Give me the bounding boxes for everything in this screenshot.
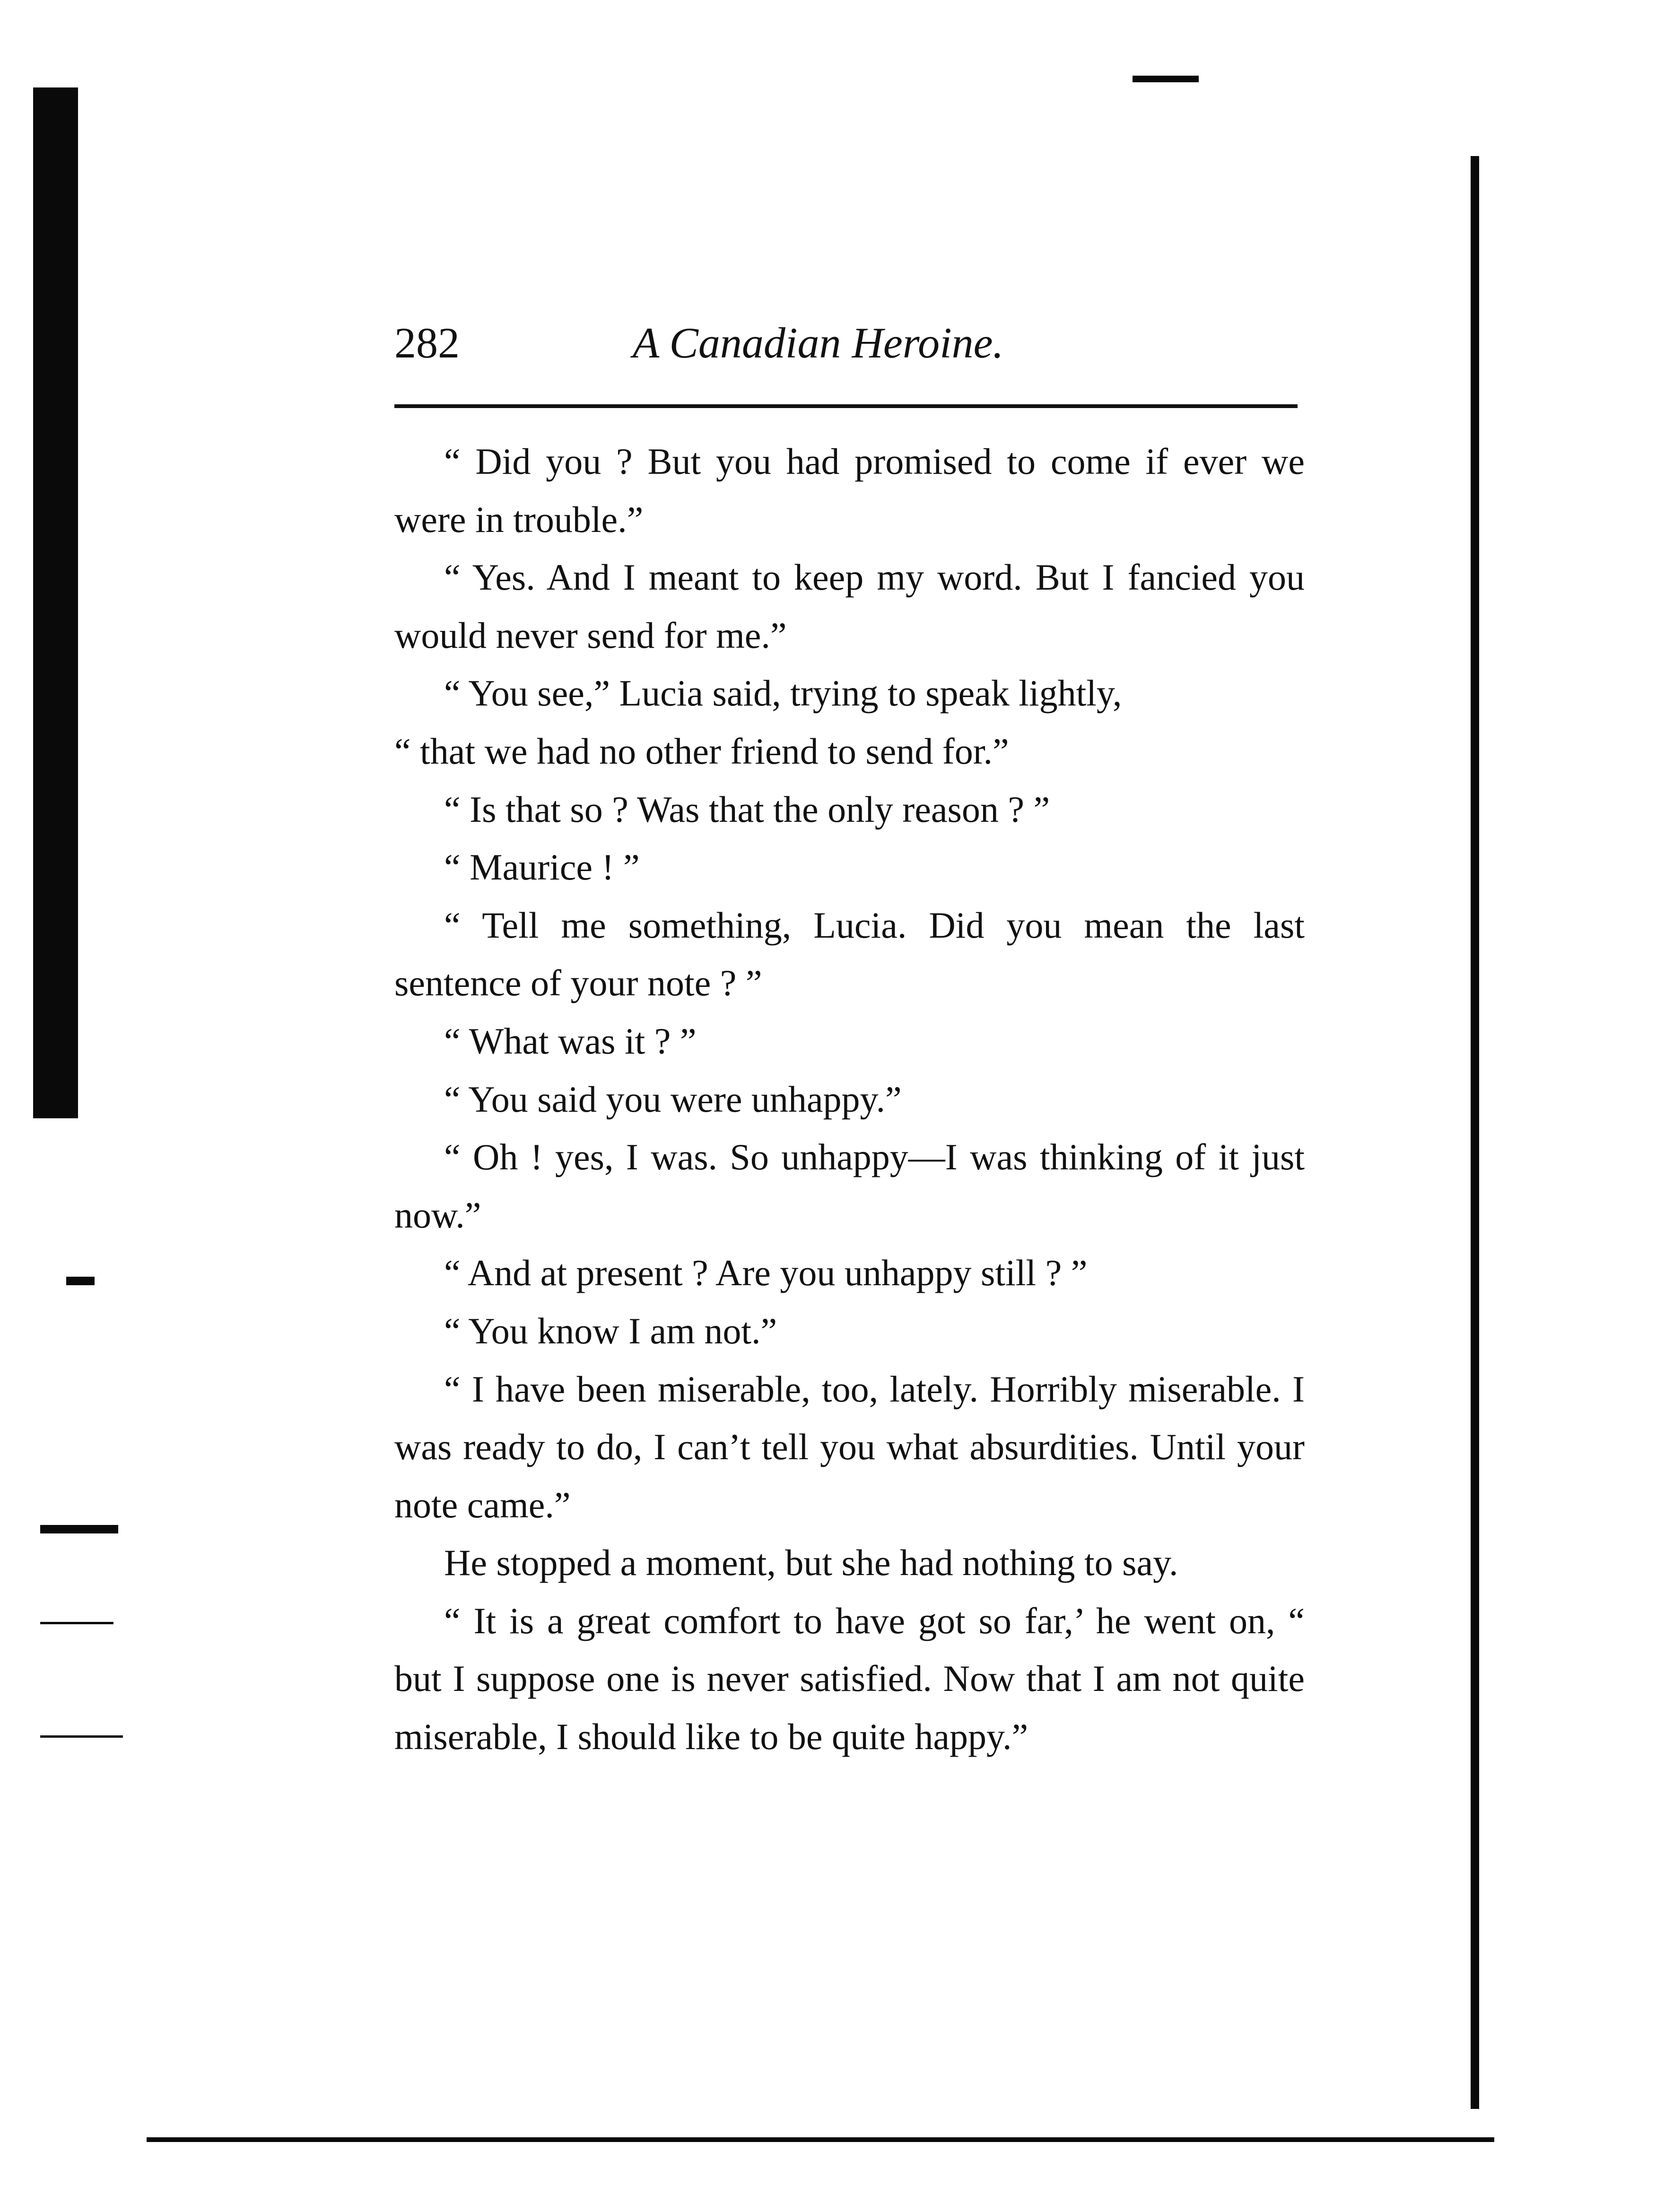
paragraph: “ I have been miserable, too, lately. Horribly miserable. I was ready to do, I can’t tell you what absurdities. Until your note came.” bbox=[394, 1368, 1305, 1525]
paragraph: “ You know I am not.” bbox=[444, 1310, 777, 1351]
bottom-edge-shadow bbox=[147, 2137, 1494, 2142]
body-text bbox=[394, 433, 1305, 1766]
page-header bbox=[394, 312, 1298, 374]
paragraph: “ What was it ? ” bbox=[444, 1020, 697, 1062]
top-edge-mark bbox=[1133, 76, 1199, 82]
header-rule bbox=[394, 404, 1298, 408]
left-binding-mark bbox=[40, 1525, 118, 1533]
left-binding-mark bbox=[40, 1735, 123, 1738]
left-binding-shadow bbox=[33, 87, 78, 1118]
paragraph: “ You said you were unhappy.” bbox=[444, 1078, 902, 1120]
paragraph: “ You see,” Lucia said, trying to speak lightly, “ that we had no other friend to send for.” bbox=[394, 672, 1122, 772]
paragraph: “ Is that so ? Was that the only reason ? ” bbox=[444, 788, 1050, 830]
paragraph: “ Did you ? But you had promised to come if ever we were in trouble.” bbox=[394, 441, 1305, 540]
paragraph: He stopped a moment, but she had nothing to say. bbox=[444, 1542, 1178, 1584]
running-title: A Canadian Heroine. bbox=[633, 319, 1004, 367]
paragraph: “ And at present ? Are you unhappy still ? ” bbox=[444, 1252, 1088, 1294]
paragraph: “ Maurice ! ” bbox=[444, 846, 640, 888]
left-binding-mark bbox=[40, 1622, 113, 1624]
page-number: 282 bbox=[394, 319, 460, 367]
paragraph: “ Tell me something, Lucia. Did you mean the last sentence of your note ? ” bbox=[394, 904, 1305, 1004]
paragraph: “ It is a great comfort to have got so far,’ he went on, “ but I suppose one is never satisfied. Now that I am not quite miserable, I should like to be quite happy.” bbox=[394, 1600, 1305, 1758]
paragraph: “ Yes. And I meant to keep my word. But I fancied you would never send for me.” bbox=[394, 557, 1305, 656]
paragraph: “ Oh ! yes, I was. So unhappy—I was thinking of it just now.” bbox=[394, 1136, 1305, 1236]
right-edge-shadow bbox=[1471, 156, 1479, 2109]
left-binding-mark bbox=[66, 1277, 95, 1285]
